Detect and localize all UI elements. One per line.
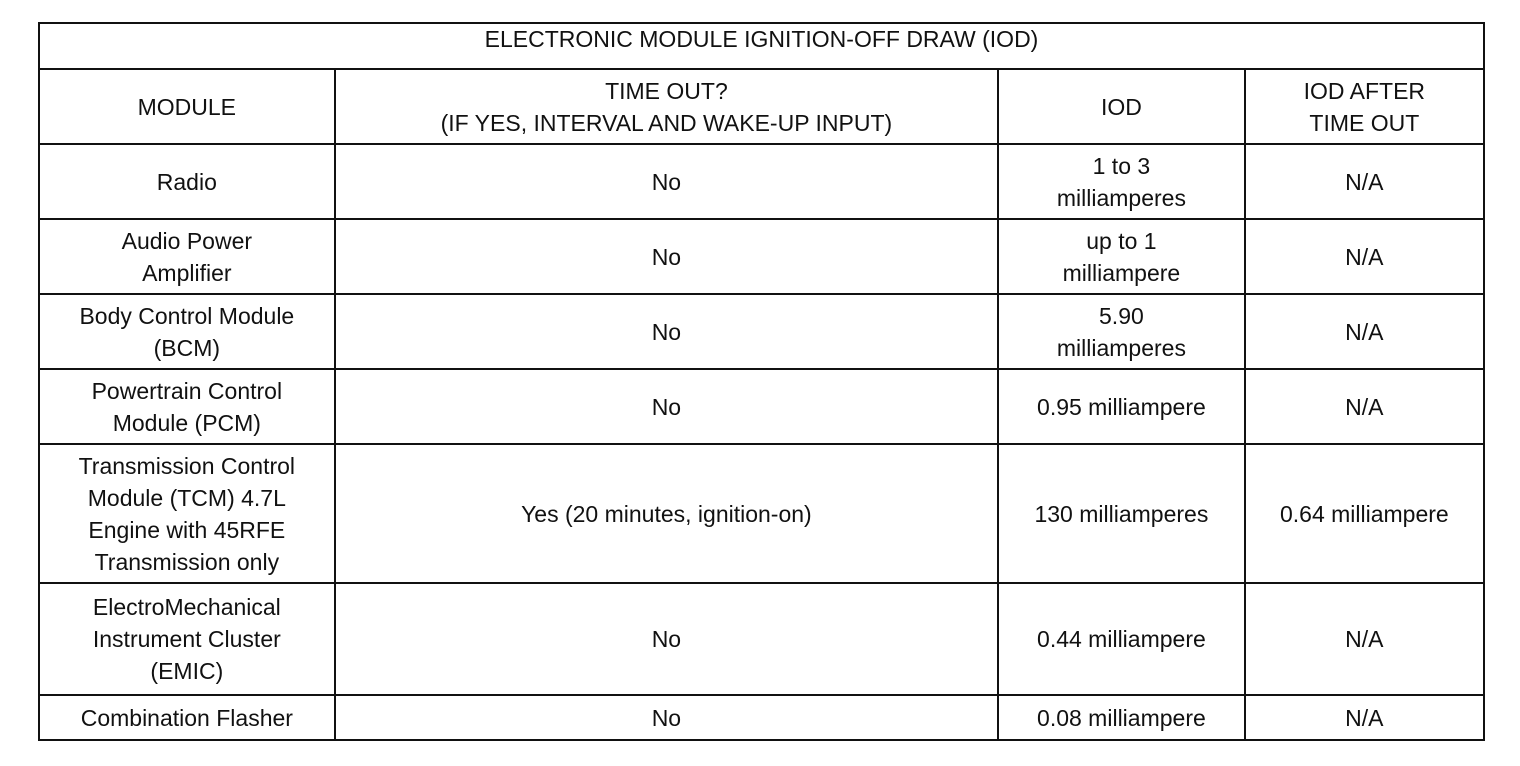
cell-module: Audio Power Amplifier — [39, 219, 335, 294]
header-iod-after-timeout: IOD AFTER TIME OUT — [1245, 69, 1484, 144]
table-row — [39, 369, 1484, 444]
table-row — [39, 695, 1484, 740]
cell-timeout: No — [335, 219, 998, 294]
iod-table — [38, 22, 1485, 741]
cell-timeout: No — [335, 695, 998, 740]
cell-timeout: No — [335, 583, 998, 695]
cell-iod: 0.44 milliampere — [998, 583, 1245, 695]
cell-iod: 0.95 milliampere — [998, 369, 1245, 444]
cell-module: Powertrain Control Module (PCM) — [39, 369, 335, 444]
cell-iod: 1 to 3 milliamperes — [998, 144, 1245, 219]
header-timeout: TIME OUT? (IF YES, INTERVAL AND WAKE-UP INPUT) — [335, 69, 998, 144]
cell-iod: 130 milliamperes — [998, 444, 1245, 583]
cell-module: Body Control Module (BCM) — [39, 294, 335, 369]
header-iod: IOD — [998, 69, 1245, 144]
header-module: MODULE — [39, 69, 335, 144]
cell-timeout: No — [335, 369, 998, 444]
cell-timeout: Yes (20 minutes, ignition-on) — [335, 444, 998, 583]
cell-iod: 0.08 milliampere — [998, 695, 1245, 740]
table-title-row — [39, 23, 1484, 69]
table-row — [39, 219, 1484, 294]
cell-module: Combination Flasher — [39, 695, 335, 740]
table-row — [39, 583, 1484, 695]
cell-timeout: No — [335, 294, 998, 369]
table-row — [39, 144, 1484, 219]
cell-timeout: No — [335, 144, 998, 219]
table-row — [39, 294, 1484, 369]
cell-iod: 5.90 milliamperes — [998, 294, 1245, 369]
cell-iod-after: N/A — [1245, 294, 1484, 369]
cell-iod-after: N/A — [1245, 369, 1484, 444]
cell-module: ElectroMechanical Instrument Cluster (EMIC) — [39, 583, 335, 695]
cell-iod-after: N/A — [1245, 583, 1484, 695]
cell-iod-after: N/A — [1245, 219, 1484, 294]
cell-module: Transmission Control Module (TCM) 4.7L Engine with 45RFE Transmission only — [39, 444, 335, 583]
table-title: ELECTRONIC MODULE IGNITION-OFF DRAW (IOD) — [39, 23, 1484, 69]
table-header-row — [39, 69, 1484, 144]
cell-iod-after: N/A — [1245, 695, 1484, 740]
table-row — [39, 444, 1484, 583]
cell-iod-after: N/A — [1245, 144, 1484, 219]
cell-module: Radio — [39, 144, 335, 219]
cell-iod: up to 1 milliampere — [998, 219, 1245, 294]
cell-iod-after: 0.64 milliampere — [1245, 444, 1484, 583]
